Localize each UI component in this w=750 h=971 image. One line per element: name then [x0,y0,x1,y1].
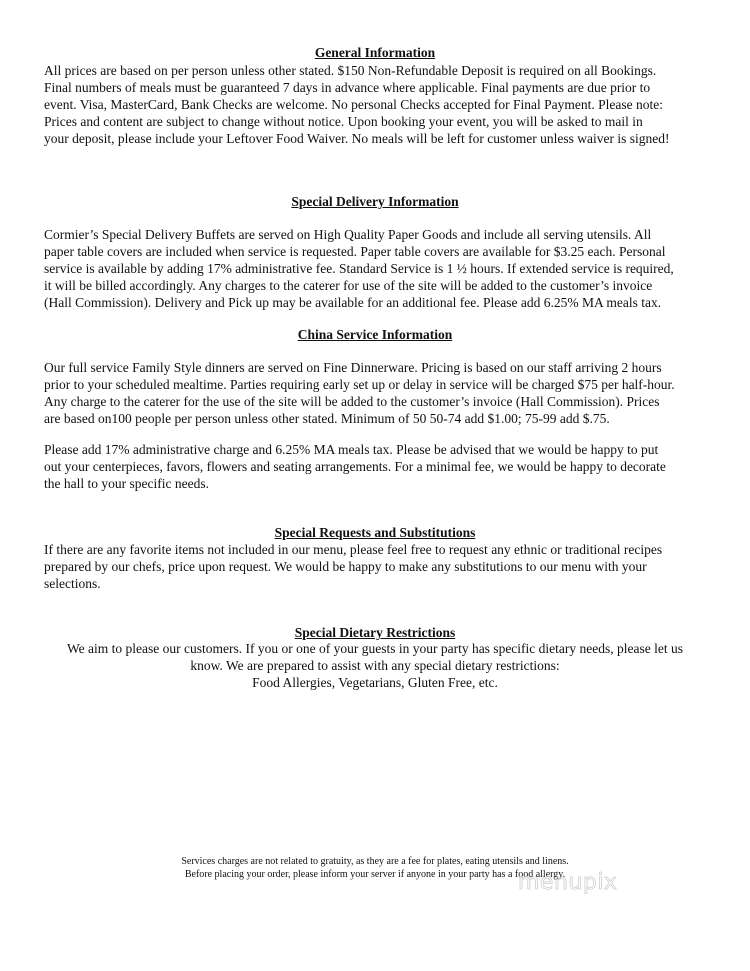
menupix-watermark: menupix [518,870,618,895]
general-line: your deposit, please include your Leftover Food Waiver. No meals will be left for customer unless waiver is signed! [44,131,670,146]
china-service-heading: China Service Information [297,327,453,342]
footer-line: Services charges are not related to gratuity, as they are a fee for plates, eating utensils and linens. [181,856,569,867]
china-line: are based on100 people per person unless other stated. Minimum of 50 50-74 add $1.00; 75-99 add $.75. [44,411,610,426]
special-delivery-text [44,226,709,311]
china-line: Please add 17% administrative charge and 6.25% MA meals tax. Please be advised that we would be happy to put [44,442,659,457]
special-requests-heading: Special Requests and Substitutions [274,525,476,540]
china-line: Any charge to the caterer for the use of the site will be added to the customer’s invoice (Hall Commission). Prices [44,394,660,409]
china-service-text [44,359,709,427]
china-service-text-2 [44,441,709,492]
requests-line: selections. [44,576,101,591]
delivery-line: Cormier’s Special Delivery Buffets are served on High Quality Paper Goods and include all serving utensils. All [44,227,652,242]
general-information-heading: General Information [314,45,436,60]
dietary-line: Food Allergies, Vegetarians, Gluten Free, etc. [252,675,498,690]
china-line: the hall to your specific needs. [44,476,209,491]
general-line: All prices are based on per person unless other stated. $150 Non-Refundable Deposit is required on all Bookings. [44,63,657,78]
delivery-line: it will be billed accordingly. Any charges to the caterer for use of the site will be added to the customer’s invoice [44,278,653,293]
special-requests-text [44,541,709,592]
requests-line: If there are any favorite items not included in our menu, please feel free to request any ethnic or traditional recipes [44,542,663,557]
footer-notes [0,855,750,881]
special-dietary-heading: Special Dietary Restrictions [294,625,456,640]
china-line: prior to your scheduled mealtime. Parties requiring early set up or delay in service will be charged $75 per half-hour. [44,377,675,392]
delivery-line: service is available by adding 17% administrative fee. Standard Service is 1 ½ hours. If extended service is required, [44,261,674,276]
china-line: Our full service Family Style dinners are served on Fine Dinnerware. Pricing is based on our staff arriving 2 hours [44,360,662,375]
special-delivery-heading: Special Delivery Information [291,194,459,209]
requests-line: prepared by our chefs, price upon request. We would be happy to make any substitutions to our menu with your [44,559,647,574]
general-line: event. Visa, MasterCard, Bank Checks are welcome. No personal Checks accepted for Final Payment. Please note: [44,97,664,112]
delivery-line: paper table covers are included when service is requested. Paper table covers are available for $3.25 each. Personal [44,244,666,259]
general-information-text [44,62,709,147]
footer-line: Before placing your order, please inform your server if anyone in your party has a food allergy. [184,869,566,880]
special-dietary-text [20,640,730,691]
dietary-line: know. We are prepared to assist with any special dietary restrictions: [190,658,560,673]
china-line: out your centerpieces, favors, flowers and seating arrangements. For a minimal fee, we would be happy to decorate [44,459,666,474]
delivery-line: (Hall Commission). Delivery and Pick up may be available for an additional fee. Please add 6.25% MA meals tax. [44,295,662,310]
dietary-line: We aim to please our customers. If you or one of your guests in your party has specific dietary needs, please let us [67,641,683,656]
general-line: Final numbers of meals must be guaranteed 7 days in advance where applicable. Final payments are due prior to [44,80,651,95]
general-line: Prices and content are subject to change without notice. Upon booking your event, you will be asked to mail in [44,114,643,129]
